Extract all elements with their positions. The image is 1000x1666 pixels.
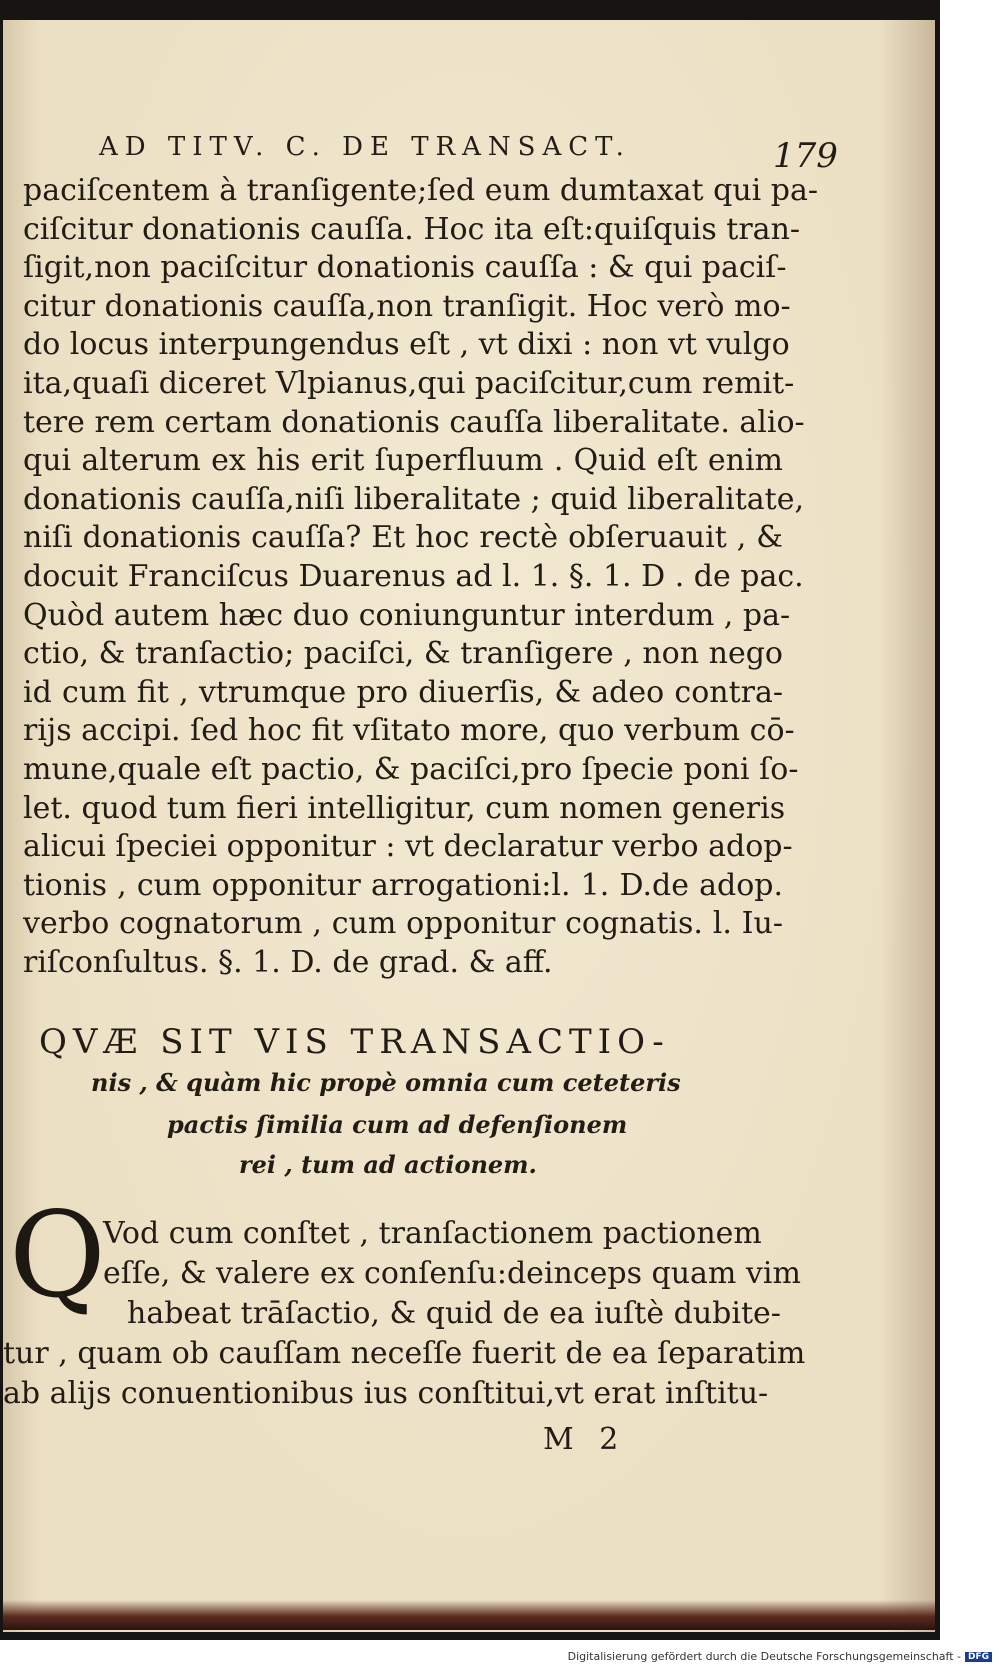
text-line: ſigit,non paciſcitur donationis cauſſa : & qui paciſ-: [23, 250, 787, 286]
text-line: Quòd autem hæc duo coniunguntur interdum , pa-: [23, 597, 791, 633]
text-line: qui alterum ex his erit ſuperfluum . Quid eſt enim: [23, 443, 783, 479]
book-page: [3, 20, 935, 1632]
running-head: AD TITV. C. DE TRANSACT.: [99, 132, 631, 162]
text-line: mune,quale eſt pactio, & paciſci,pro ſpecie poni ſo-: [23, 751, 799, 787]
text-line: niſi donationis cauſſa? Et hoc rectè obſeruauit , &: [23, 520, 783, 556]
page-number: 179: [773, 136, 838, 176]
digitization-credit: [568, 1650, 992, 1663]
section-subtitle-line: pactis ſimilia cum ad defenſionem: [167, 1110, 628, 1139]
page-edge-shadow: [3, 1600, 935, 1630]
signature-mark: M 2: [543, 1422, 627, 1457]
text-line: paciſcentem à tranſigente;ſed eum dumtaxat qui pa-: [23, 173, 819, 208]
text-line: riſconſultus. §. 1. D. de grad. & aff.: [23, 944, 553, 980]
section-subtitle-line: rei , tum ad actionem.: [239, 1150, 537, 1179]
credit-text: Digitalisierung gefördert durch die Deutsche Forschungsgemeinschaft -: [567, 1650, 961, 1663]
text-line: docuit Franciſcus Duarenus ad l. 1. §. 1. D . de pac.: [23, 558, 804, 594]
text-line: verbo cognatorum , cum opponitur cognatis. l. Iu-: [23, 906, 783, 942]
text-line: do locus interpungendus eſt , vt dixi : non vt vulgo: [23, 327, 790, 363]
text-line: Vod cum conſtet , tranſactionem pactionem: [103, 1216, 762, 1251]
paragraph-1: [23, 172, 819, 982]
section-heading: QVÆ SIT VIS TRANSACTIO-: [39, 1022, 670, 1062]
section-subtitle-line: nis , & quàm hic propè omnia cum ceteteris: [91, 1068, 681, 1097]
text-line: donationis cauſſa,niſi liberalitate ; quid liberalitate,: [23, 481, 805, 517]
text-line: alicui ſpeciei opponitur : vt declaratur verbo adop-: [23, 829, 793, 865]
text-line: ita,quaſi diceret Vlpianus,qui paciſcitur,cum remit-: [23, 365, 795, 401]
text-line: tionis , cum opponitur arrogationi:l. 1. D.de adop.: [23, 867, 783, 903]
text-line: let. quod tum fieri intelligitur, cum nomen generis: [23, 790, 786, 826]
text-line: ciſcitur donationis cauſſa. Hoc ita eſt:quiſquis tran-: [23, 211, 801, 247]
text-line: citur donationis cauſſa,non tranſigit. Hoc verò mo-: [23, 288, 791, 324]
dfg-logo: DFG: [965, 1652, 992, 1662]
text-line: rijs accipi. ſed hoc fit vſitato more, quo verbum cō-: [23, 713, 795, 749]
text-line: ab alijs conuentionibus ius conſtitui,vt erat inſtitu-: [3, 1376, 769, 1411]
text-line: id cum fit , vtrumque pro diuerſis, & adeo contra-: [23, 674, 783, 710]
text-line: eſſe, & valere ex conſenſu:deinceps quam vim: [103, 1256, 801, 1291]
text-line: tur , quam ob cauſſam neceſſe fuerit de ea ſeparatim: [3, 1336, 806, 1371]
text-line: ctio, & tranſactio; paciſci, & tranſigere , non nego: [23, 636, 783, 672]
text-line: habeat trāſactio, & quid de ea iuſtè dubite-: [127, 1296, 781, 1331]
drop-cap-initial: Q: [9, 1186, 106, 1324]
text-line: tere rem certam donationis cauſſa liberalitate. alio-: [23, 404, 805, 440]
